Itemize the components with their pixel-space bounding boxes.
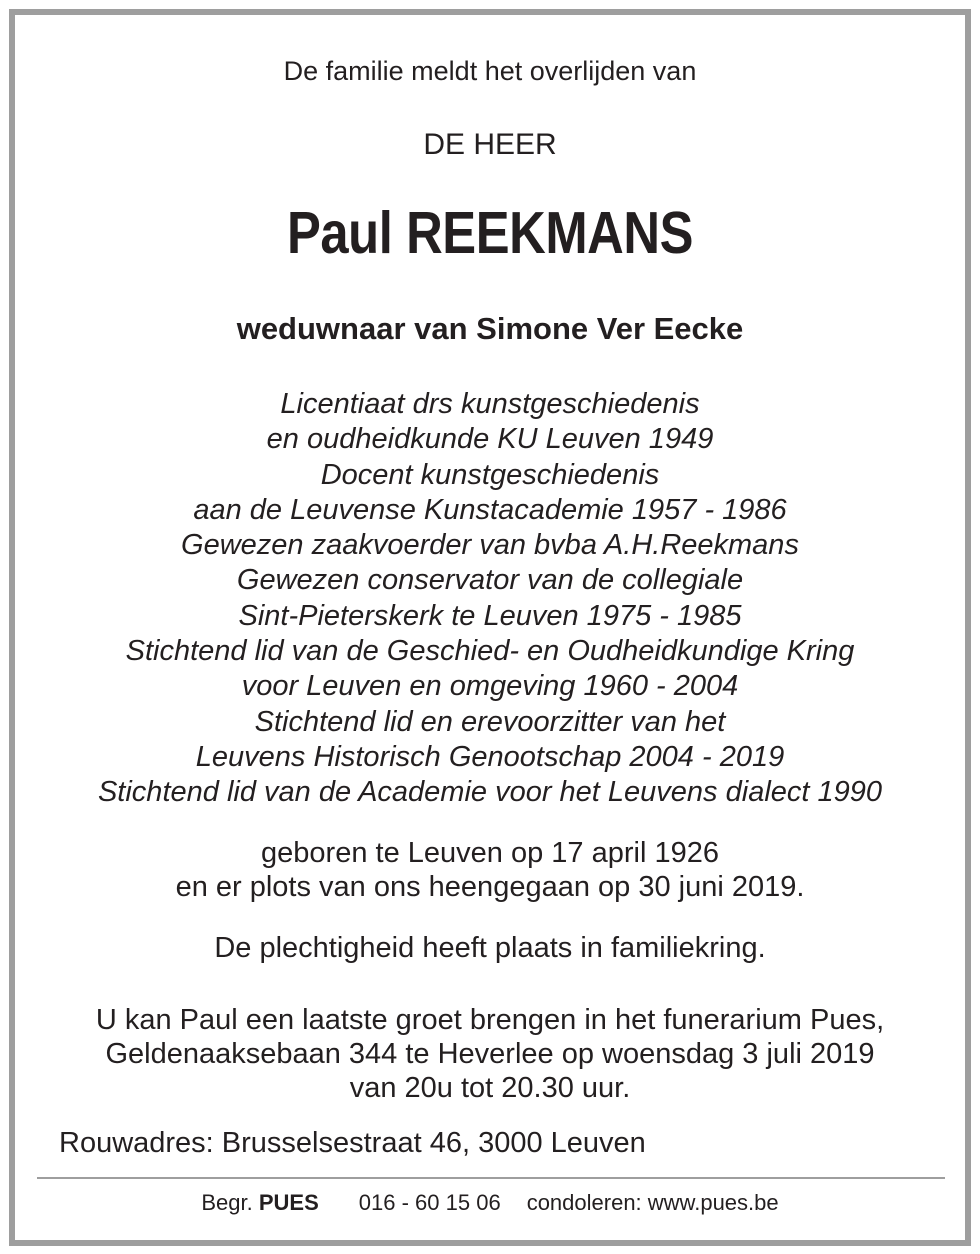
career-line: Sint-Pieterskerk te Leuven 1975 - 1985 [238,599,742,632]
undertaker-name: PUES [258,1190,319,1215]
career-line: aan de Leuvense Kunstacademie 1957 - 1986 [193,493,787,526]
footer-divider [37,1177,945,1179]
career-line: Docent kunstgeschiedenis [320,458,660,491]
ceremony-line: De plechtigheid heeft plaats in familiekring. [214,932,766,964]
career-line: Gewezen conservator van de collegiale [236,564,744,597]
deceased-name: Paul REEKMANS [286,200,694,266]
undertaker-prefix: Begr. [201,1190,253,1215]
visitation-line: van 20u tot 20.30 uur. [349,1072,631,1104]
birth-line: geboren te Leuven op 17 april 1926 [261,837,719,869]
career-line: Stichtend lid van de Geschied- en Oudheidkundige Kring [125,635,855,668]
career-line: Gewezen zaakvoerder van bvba A.H.Reekmans [181,529,799,562]
visitation-line: U kan Paul een laatste groet brengen in het funerarium Pues, [95,1004,885,1036]
honorific-title: DE HEER [423,128,557,161]
visitation-line: Geldenaaksebaan 344 te Heverlee op woensdag 3 juli 2019 [105,1038,875,1070]
career-line: voor Leuven en omgeving 1960 - 2004 [241,670,739,703]
intro-text: De familie meldt het overlijden van [283,56,697,86]
spouse-line: weduwnaar van Simone Ver Eecke [236,311,744,346]
career-line: en oudheidkunde KU Leuven 1949 [266,423,714,456]
condolences-link[interactable]: condoleren: www.pues.be [526,1190,779,1215]
footer [0,1188,980,1218]
phone-number: 016 - 60 15 06 [358,1190,501,1215]
career-line: Stichtend lid en erevoorzitter van het [254,705,726,738]
death-line: en er plots van ons heengegaan op 30 juni 2019. [175,871,805,903]
career-list [0,387,980,811]
career-line: Leuvens Historisch Genootschap 2004 - 2019 [195,740,785,773]
career-line: Licentiaat drs kunstgeschiedenis [280,388,700,420]
career-line: Stichtend lid van de Academie voor het Leuvens dialect 1990 [97,776,883,809]
mourning-address: Rouwadres: Brusselsestraat 46, 3000 Leuven [59,1127,646,1159]
